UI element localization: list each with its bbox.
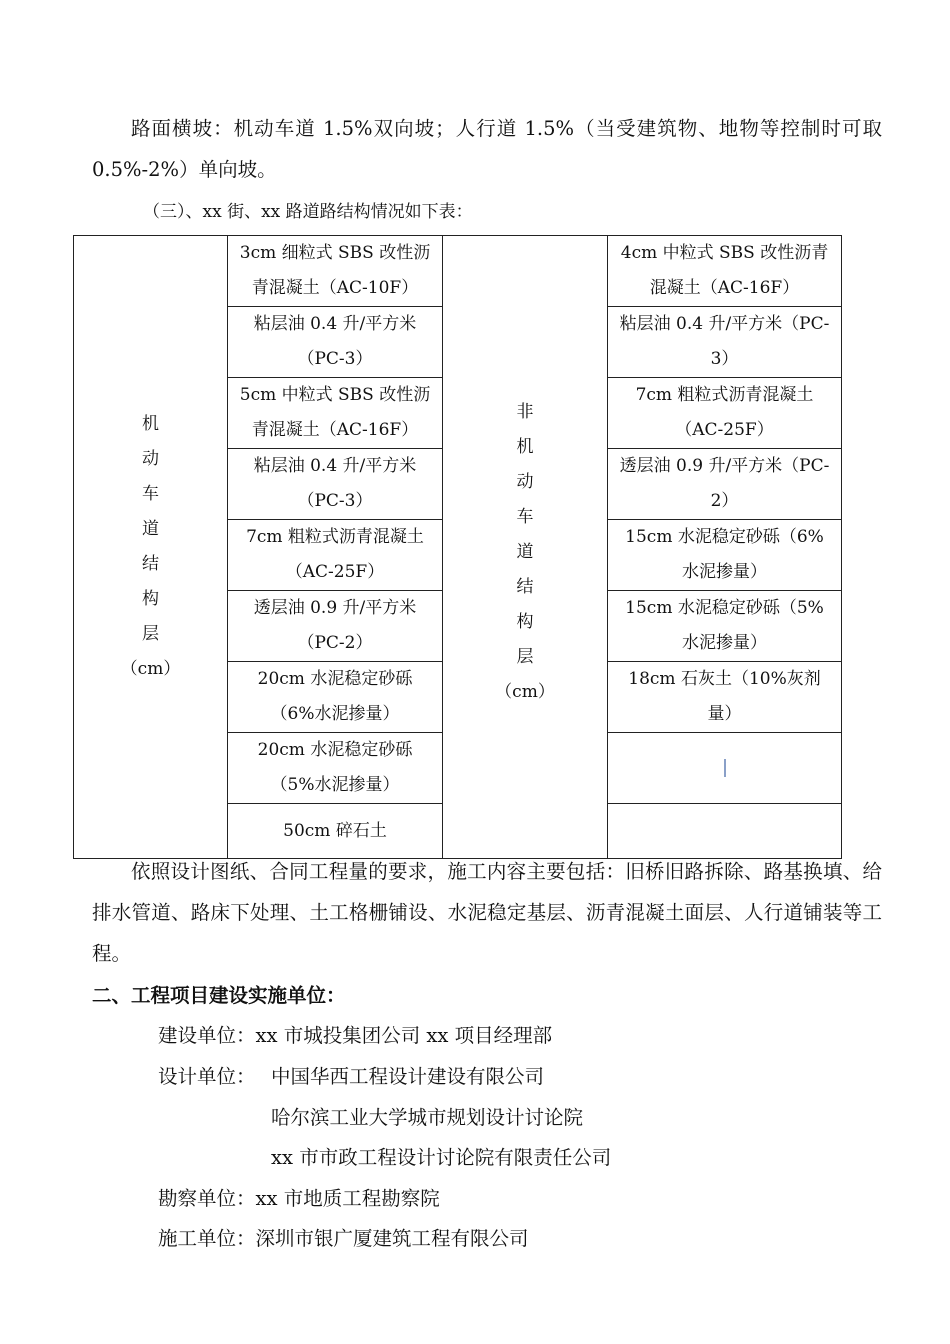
motor-layer-text: 7cm 粗粒式沥青混凝土（AC-25F） — [246, 527, 424, 582]
nonmotor-layer-text: 7cm 粗粒式沥青混凝土（AC-25F） — [635, 385, 814, 440]
nonmotor-lane-header-char: 非 — [516, 401, 534, 422]
motor-lane-header-char: （cm） — [120, 659, 181, 679]
owner-unit: 建设单位：xx 市城投集团公司 xx 项目经理部 — [158, 1024, 553, 1047]
nonmotor-layer-text: 透层油 0.9 升/平方米（PC-2） — [619, 456, 830, 511]
motor-lane-header-char: 动 — [142, 449, 159, 469]
nonmotor-lane-header-char: 车 — [516, 506, 534, 527]
motor-layer-text: 3cm 细粒式 SBS 改性沥青混凝土（AC-10F） — [239, 243, 431, 298]
design-unit-1: 中国华西工程设计建设有限公司 — [271, 1065, 545, 1088]
motor-lane-header-char: 道 — [142, 519, 159, 539]
motor-layer-cell — [228, 520, 443, 591]
survey-unit: 勘察单位：xx 市地质工程勘察院 — [158, 1187, 440, 1210]
design-unit-label: 设计单位： — [158, 1065, 256, 1088]
nonmotor-layer-text: 粘层油 0.4 升/平方米（PC-3） — [619, 314, 830, 369]
motor-layer-cell — [228, 236, 443, 307]
construction-unit: 施工单位：深圳市银广厦建筑工程有限公司 — [158, 1227, 529, 1250]
nonmotor-layer-text: 15cm 水泥稳定砂砾（5%水泥掺量） — [625, 598, 824, 653]
motor-lane-header — [74, 236, 228, 859]
nonmotor-lane-header-char: 动 — [516, 471, 534, 492]
nonmotor-lane-header-char: 道 — [516, 541, 534, 562]
nonmotor-layer-cell — [608, 591, 842, 662]
nonmotor-lane-header-char: 构 — [516, 611, 534, 632]
design-unit-3: xx 市市政工程设计讨论院有限责任公司 — [271, 1146, 612, 1169]
section-heading: 二、工程项目建设实施单位： — [92, 984, 346, 1007]
motor-layer-text: 5cm 中粒式 SBS 改性沥青混凝土（AC-16F） — [239, 385, 431, 440]
nonmotor-layer-cell — [608, 449, 842, 520]
motor-layer-text: 50cm 碎石土 — [283, 820, 387, 841]
nonmotor-lane-header-char: （cm） — [495, 681, 555, 702]
table-caption: （三）、xx 街、xx 路道路结构情况如下表： — [143, 202, 473, 222]
paragraph-cross-slope: 路面横坡：机动车道 1.5%双向坡；人行道 1.5%（当受建筑物、地物等控制时可取 0.5%-2%）单向坡。 — [92, 117, 882, 181]
motor-layer-text: 粘层油 0.4 升/平方米（PC-3） — [253, 314, 417, 369]
motor-lane-header-char: 层 — [142, 624, 159, 644]
motor-layer-text: 20cm 水泥稳定砂砾（6%水泥掺量） — [257, 669, 413, 724]
nonmotor-lane-header-char: 机 — [516, 436, 534, 457]
nonmotor-layer-text: 4cm 中粒式 SBS 改性沥青混凝土（AC-16F） — [620, 243, 829, 298]
nonmotor-layer-cell — [608, 733, 842, 804]
nonmotor-layer-cell — [608, 236, 842, 307]
text-cursor-marker — [724, 759, 726, 777]
nonmotor-layer-cell — [608, 662, 842, 733]
motor-layer-cell — [228, 662, 443, 733]
motor-layer-cell — [228, 733, 443, 804]
nonmotor-layer-cell — [608, 520, 842, 591]
design-unit-2: 哈尔滨工业大学城市规划设计讨论院 — [271, 1106, 584, 1129]
motor-layer-text: 20cm 水泥稳定砂砾（5%水泥掺量） — [257, 740, 413, 795]
paragraph-scope: 依照设计图纸、合同工程量的要求，施工内容主要包括：旧桥旧路拆除、路基换填、给排水管道、路床下处理、土工格栅铺设、水泥稳定基层、沥青混凝土面层、人行道铺装等工程。 — [92, 860, 882, 965]
nonmotor-lane-header — [443, 236, 608, 859]
motor-layer-text: 透层油 0.9 升/平方米（PC-2） — [253, 598, 417, 653]
nonmotor-layer-cell — [608, 307, 842, 378]
motor-lane-header-char: 机 — [142, 414, 159, 434]
motor-layer-cell — [228, 307, 443, 378]
motor-lane-header-char: 构 — [142, 589, 159, 609]
motor-lane-header-char: 结 — [142, 554, 159, 574]
nonmotor-lane-header-char: 层 — [516, 646, 534, 667]
nonmotor-layer-cell — [608, 378, 842, 449]
motor-layer-cell — [228, 449, 443, 520]
nonmotor-layer-text: 18cm 石灰土（10%灰剂量） — [628, 669, 821, 724]
nonmotor-layer-text: 15cm 水泥稳定砂砾（6%水泥掺量） — [625, 527, 824, 582]
motor-layer-text: 粘层油 0.4 升/平方米（PC-3） — [253, 456, 417, 511]
road-structure-table — [73, 235, 842, 859]
motor-lane-header-char: 车 — [142, 484, 159, 504]
table-row — [74, 236, 842, 307]
motor-layer-cell — [228, 378, 443, 449]
nonmotor-lane-header-char: 结 — [516, 576, 534, 597]
motor-layer-cell — [228, 591, 443, 662]
